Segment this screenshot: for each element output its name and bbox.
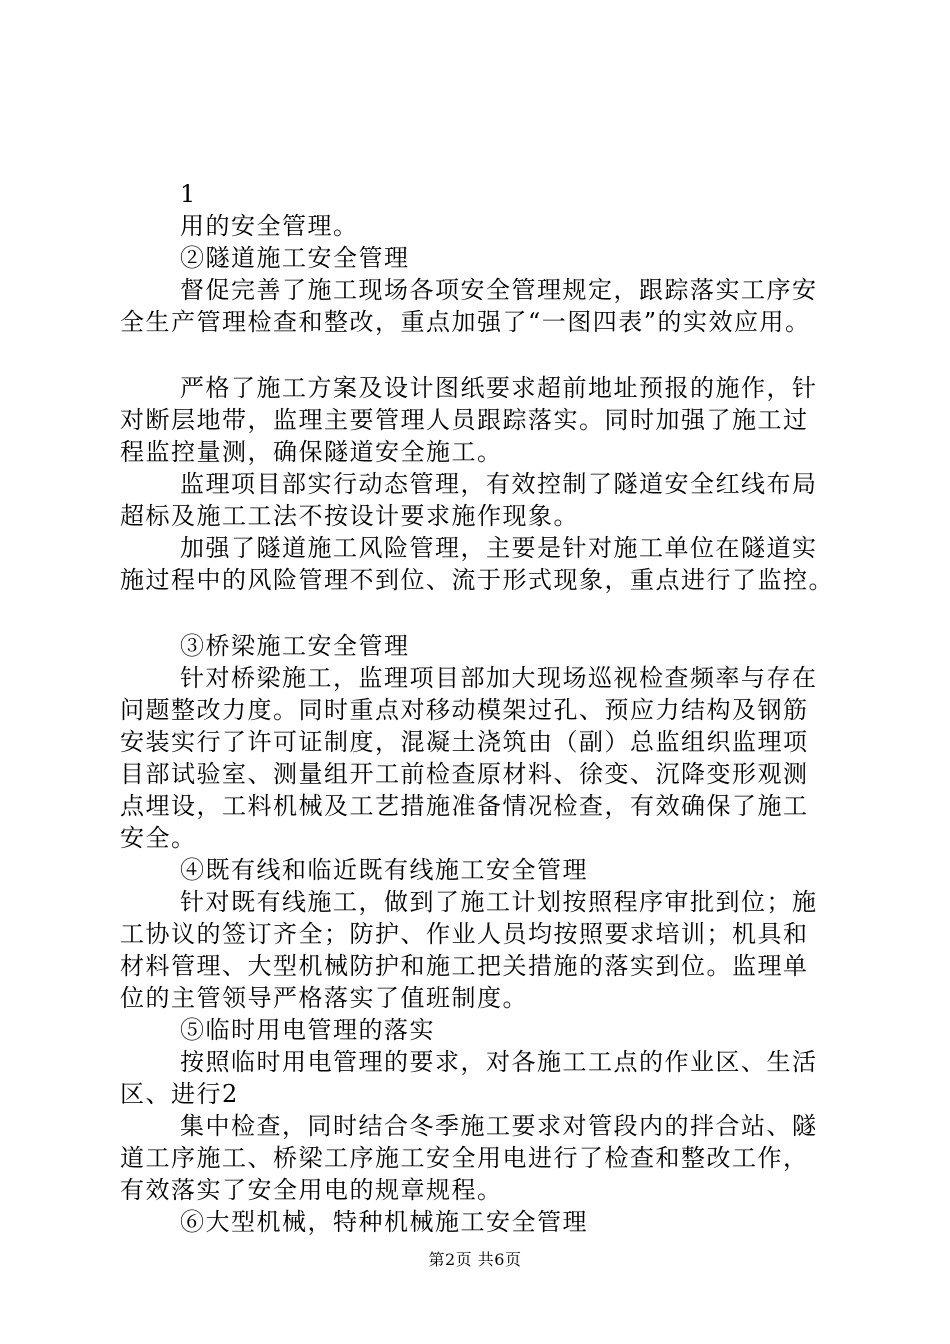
paragraph-line: 材料管理、大型机械防护和施工把关措施的落实到位。监理单 bbox=[120, 952, 809, 980]
section-heading-existing-line: ④既有线和临近既有线施工安全管理 bbox=[180, 856, 588, 884]
paragraph-line: 用的安全管理。 bbox=[180, 212, 359, 240]
paragraph-line: 问题整改力度。同时重点对移动模架过孔、预应力结构及钢筋 bbox=[120, 696, 809, 724]
paragraph-line: 督促完善了施工现场各项安全管理规定，跟踪落实工序安 bbox=[180, 276, 818, 304]
document-body bbox=[120, 178, 840, 1238]
section-heading-bridge: ③桥梁施工安全管理 bbox=[180, 632, 410, 660]
section-heading-tunnel: ②隧道施工安全管理 bbox=[180, 244, 410, 272]
paragraph-line: 有效落实了安全用电的规章规程。 bbox=[120, 1176, 503, 1204]
paragraph-line: 对断层地带，监理主要管理人员跟踪落实。同时加强了施工过 bbox=[120, 406, 809, 434]
paragraph-spacer bbox=[120, 338, 840, 372]
section-heading-machinery: ⑥大型机械，特种机械施工安全管理 bbox=[180, 1208, 588, 1236]
section-heading-electricity: ⑤临时用电管理的落实 bbox=[180, 1016, 435, 1044]
paragraph-line: 严格了施工方案及设计图纸要求超前地址预报的施作，针 bbox=[180, 374, 818, 402]
paragraph-line: 点埋设，工料机械及工艺措施准备情况检查，有效确保了施工 bbox=[120, 792, 809, 820]
paragraph-line: 程监控量测，确保隧道安全施工。 bbox=[120, 438, 503, 466]
paragraph-line: 工协议的签订齐全；防护、作业人员均按照要求培训；机具和 bbox=[120, 920, 809, 948]
paragraph-line: 集中检查，同时结合冬季施工要求对管段内的拌合站、隧 bbox=[180, 1112, 818, 1140]
paragraph-line: 位的主管领导严格落实了值班制度。 bbox=[120, 984, 528, 1012]
paragraph-line: 安装实行了许可证制度，混凝土浇筑由（副）总监组织监理项 bbox=[120, 728, 809, 756]
paragraph-line: 目部试验室、测量组开工前检查原材料、徐变、沉降变形观测 bbox=[120, 760, 809, 788]
paragraph-line: 针对桥梁施工，监理项目部加大现场巡视检查频率与存在 bbox=[180, 664, 818, 692]
paragraph-line: 加强了隧道施工风险管理，主要是针对施工单位在隧道实 bbox=[180, 534, 818, 562]
paragraph-line: 施过程中的风险管理不到位、流于形式现象，重点进行了监控。 bbox=[120, 566, 834, 594]
paragraph-line: 按照临时用电管理的要求，对各施工工点的作业区、生活 bbox=[180, 1048, 818, 1076]
paragraph-line: 针对既有线施工，做到了施工计划按照程序审批到位；施 bbox=[180, 888, 818, 916]
page-footer: 第2页 共6页 bbox=[428, 1250, 522, 1269]
paragraph-line: 超标及施工工法不按设计要求施作现象。 bbox=[120, 502, 579, 530]
paragraph-line: 安全。 bbox=[120, 824, 197, 852]
page-number-marker: 1 bbox=[180, 180, 197, 208]
paragraph-line: 区、进行2 bbox=[120, 1080, 239, 1108]
paragraph-line: 道工序施工、桥梁工序施工安全用电进行了检查和整改工作， bbox=[120, 1144, 809, 1172]
paragraph-spacer bbox=[120, 596, 840, 630]
paragraph-line: 监理项目部实行动态管理，有效控制了隧道安全红线布局 bbox=[180, 470, 818, 498]
paragraph-line: 全生产管理检查和整改，重点加强了“一图四表”的实效应用。 bbox=[120, 308, 811, 336]
